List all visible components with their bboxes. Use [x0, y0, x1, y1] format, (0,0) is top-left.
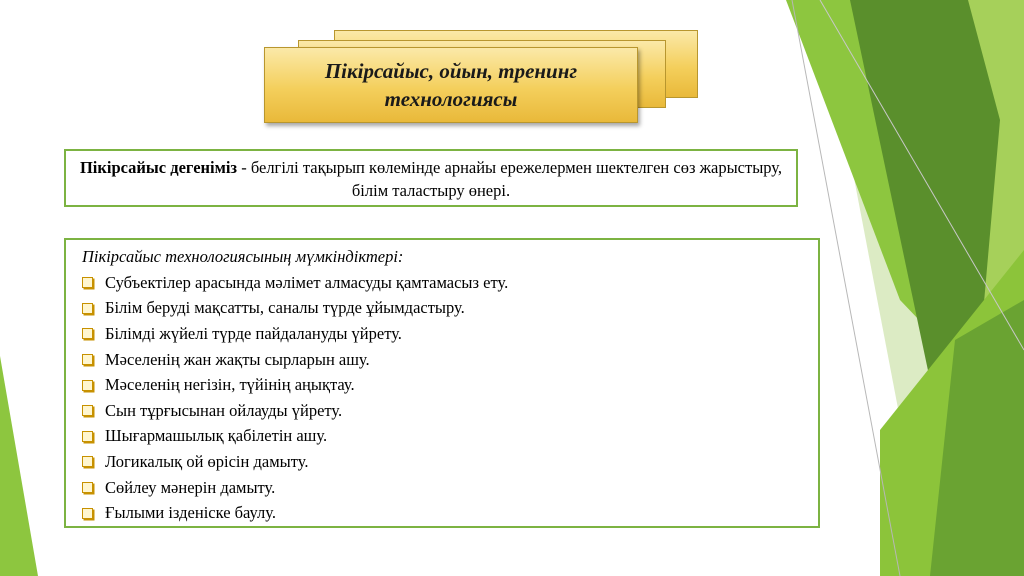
- slide-title: Пікірсайыс, ойын, тренинг технологиясы: [324, 59, 578, 111]
- list-item: [82, 321, 818, 347]
- capabilities-list: [82, 270, 818, 526]
- list-item: [82, 347, 818, 373]
- square-bullet-icon: [82, 303, 93, 314]
- list-item-text: Субъектілер арасында мәлімет алмасуды қамтамасыз ету.: [105, 272, 509, 292]
- list-item: [82, 372, 818, 398]
- list-item: [82, 500, 818, 526]
- list-item-text: Ғылыми ізденіске баулу.: [105, 503, 277, 523]
- definition-text: - белгілі тақырып көлемінде арнайы ережелермен шектелген сөз жарыстыру, білім таластыру өнері.: [237, 158, 783, 200]
- list-item-text: Сөйлеу мәнерін дамыту.: [105, 477, 276, 497]
- title-front-layer: [264, 47, 638, 123]
- square-bullet-icon: [82, 354, 93, 365]
- list-item-text: Шығармашылық қабілетін ашу.: [105, 426, 328, 446]
- list-item-text: Білімді жүйелі түрде пайдалануды үйрету.: [105, 323, 402, 343]
- list-item-text: Білім беруді мақсатты, саналы түрде ұйымдастыру.: [105, 298, 465, 318]
- list-item-text: Мәселенің негізін, түйінің аңықтау.: [105, 375, 355, 395]
- list-item-text: Логикалық ой өрісін дамыту.: [105, 451, 309, 471]
- title-banner: [262, 28, 702, 132]
- square-bullet-icon: [82, 431, 93, 442]
- list-item: [82, 270, 818, 296]
- left-green-triangle: [0, 356, 38, 576]
- capabilities-box: [64, 238, 820, 528]
- square-bullet-icon: [82, 508, 93, 519]
- list-item-text: Мәселенің жан жақты сырларын ашу.: [105, 349, 370, 369]
- list-item: [82, 475, 818, 501]
- list-item: [82, 398, 818, 424]
- list-item-text: Сын тұрғысынан ойлауды үйрету.: [105, 400, 343, 420]
- list-item: [82, 424, 818, 450]
- definition-box: [64, 149, 798, 207]
- square-bullet-icon: [82, 277, 93, 288]
- capabilities-heading: Пікірсайыс технологиясының мүмкіндіктері:: [82, 247, 404, 266]
- definition-term: Пікірсайыс дегеніміз: [79, 158, 238, 177]
- square-bullet-icon: [82, 456, 93, 467]
- square-bullet-icon: [82, 380, 93, 391]
- square-bullet-icon: [82, 405, 93, 416]
- square-bullet-icon: [82, 328, 93, 339]
- list-item: [82, 449, 818, 475]
- square-bullet-icon: [82, 482, 93, 493]
- list-item: [82, 296, 818, 322]
